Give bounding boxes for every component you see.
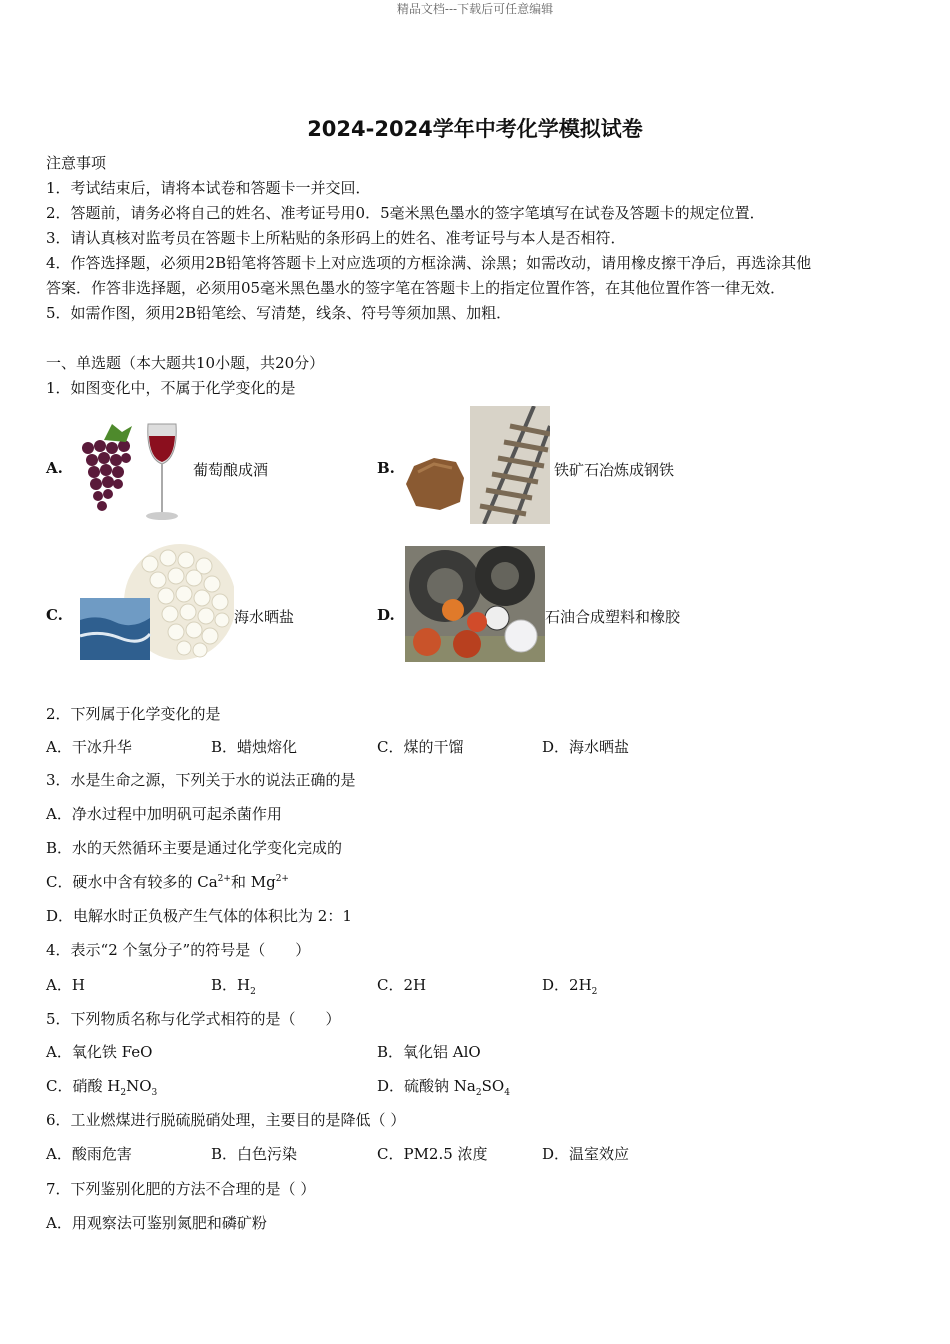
section-heading: 一、单选题（本大题共10小题，共20分）: [46, 354, 325, 372]
q3-option-c: C．硬水中含有较多的 $Ca^{2+}$和 $Mg^{2+}$: [46, 873, 289, 891]
notice-item-3: 3．请认真核对监考员在答题卡上所粘贴的条形码上的姓名、准考证号与本人是否相符．: [46, 229, 626, 247]
page-title: 2024-2024学年中考化学模拟试卷: [307, 117, 643, 141]
q1-option-c-letter: C.: [46, 606, 63, 624]
q2-option-d: D．海水晒盐: [542, 738, 630, 756]
q2-option-c: C．煤的干馏: [377, 738, 464, 756]
iron-ore-rail-image: [404, 406, 550, 524]
q1-stem: 1．如图变化中，不属于化学变化的是: [46, 379, 296, 397]
tires-balls-image: [405, 546, 545, 662]
sea-salt-image: [80, 544, 234, 660]
q2-option-b: B．蜡烛熔化: [211, 738, 298, 756]
q3-option-b: B．水的天然循环主要是通过化学变化完成的: [46, 839, 343, 857]
q2-option-a: A．干冰升华: [46, 738, 132, 756]
notice-item-5: 5．如需作图，须用2B铅笔绘、写清楚，线条、符号等须加黑、加粗．: [46, 304, 512, 322]
q7-stem: 7．下列鉴别化肥的方法不合理的是（ ）: [46, 1180, 316, 1198]
q4-option-a: A．H: [46, 976, 85, 994]
q2-stem: 2．下列属于化学变化的是: [46, 705, 221, 723]
q3-option-a: A．净水过程中加明矾可起杀菌作用: [46, 805, 282, 823]
q1-option-c-text: 海水晒盐: [234, 608, 295, 626]
q4-option-d: D．$2H_2$: [542, 976, 598, 997]
notice-item-2: 2．答题前，请务必将自己的姓名、准考证号用0．5毫米黑色墨水的签字笔填写在试卷及答题卡的规定位置．: [46, 204, 765, 222]
notice-item-1: 1．考试结束后，请将本试卷和答题卡一并交回．: [46, 179, 371, 197]
q3-stem: 3．水是生命之源，下列关于水的说法正确的是: [46, 771, 356, 789]
q6-option-b: B．白色污染: [211, 1145, 298, 1163]
notice-heading: 注意事项: [46, 154, 107, 172]
q1-option-b-text: 铁矿石冶炼成钢铁: [554, 461, 675, 479]
q5-option-d: D．硫酸钠 $Na_2SO_4$: [377, 1077, 510, 1098]
q6-option-d: D．温室效应: [542, 1145, 630, 1163]
q4-option-b: B．$H_2$: [211, 976, 256, 997]
notice-item-4-cont: 答案．作答非选择题，必须用05毫米黑色墨水的签字笔在答题卡上的指定位置作答，在其他位置作答一律无效．: [46, 279, 786, 297]
page-header: 精品文档---下载后可任意编辑: [396, 2, 554, 16]
q1-option-d-letter: D.: [377, 606, 395, 624]
q6-option-a: A．酸雨危害: [46, 1145, 132, 1163]
q1-option-b-letter: B.: [377, 459, 395, 477]
grape-wine-image: [74, 418, 190, 524]
q4-option-c: C．2H: [377, 976, 427, 994]
q4-stem: 4．表示“2 个氢分子”的符号是（ ）: [46, 941, 311, 959]
q1-option-a-letter: A.: [46, 459, 63, 477]
q6-option-c: C．PM2.5 浓度: [377, 1145, 488, 1163]
q5-option-c: C．硝酸 $H_2NO_3$: [46, 1077, 158, 1098]
q3-option-d: D．电解水时正负极产生气体的体积比为 2：1: [46, 907, 352, 925]
notice-item-4: 4．作答选择题，必须用2B铅笔将答题卡上对应选项的方框涂满、涂黑；如需改动，请用橡皮擦干净后，再选涂其他: [46, 254, 812, 272]
q5-option-b: B．氧化铝 AlO: [377, 1043, 481, 1061]
q1-option-d-text: 石油合成塑料和橡胶: [545, 608, 681, 626]
q6-stem: 6．工业燃煤进行脱硫脱硝处理，主要目的是降低（ ）: [46, 1111, 406, 1129]
q5-stem: 5．下列物质名称与化学式相符的是（ ）: [46, 1010, 341, 1028]
q1-option-a-text: 葡萄酿成酒: [193, 461, 269, 479]
q5-option-a: A．氧化铁 FeO: [46, 1043, 153, 1061]
q7-option-a: A．用观察法可鉴别氮肥和磷矿粉: [46, 1214, 267, 1232]
